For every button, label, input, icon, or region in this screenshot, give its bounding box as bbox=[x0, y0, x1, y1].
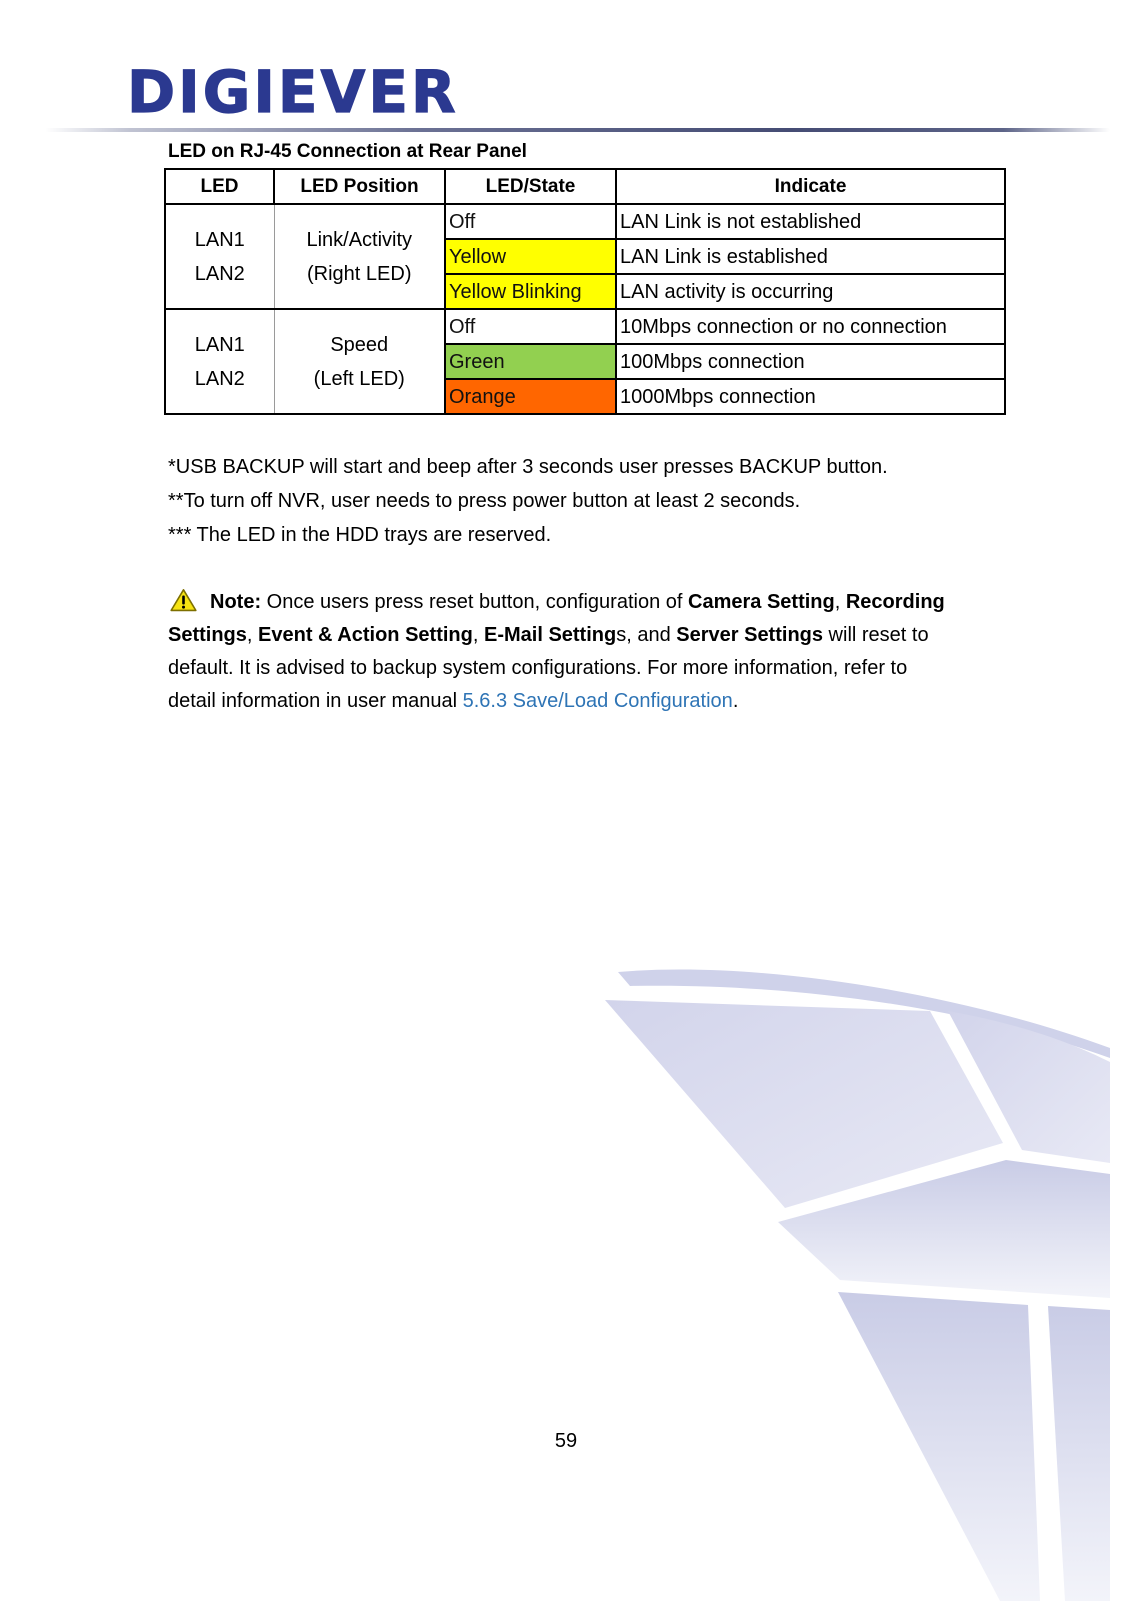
note-text: , bbox=[834, 591, 846, 613]
config-link[interactable]: 5.6.3 Save/Load Configuration bbox=[462, 690, 733, 712]
footnote: *USB BACKUP will start and beep after 3 seconds user presses BACKUP button. bbox=[168, 456, 888, 478]
indicate-cell: LAN Link is not established bbox=[616, 204, 1005, 239]
section-title: LED on RJ-45 Connection at Rear Panel bbox=[168, 141, 527, 162]
header-led-state: LED/State bbox=[445, 169, 616, 204]
note-paragraph bbox=[168, 586, 945, 718]
led-cell bbox=[165, 309, 274, 414]
led-table bbox=[164, 168, 1006, 415]
led-position-cell bbox=[274, 204, 445, 309]
note-term: Event & Action Setting bbox=[258, 624, 473, 646]
header-divider bbox=[45, 128, 1110, 132]
footnotes bbox=[168, 450, 888, 552]
header-led: LED bbox=[165, 169, 274, 204]
note-term: Recording bbox=[845, 591, 945, 613]
note-text: detail information in user manual bbox=[168, 690, 463, 712]
led-state-cell: Green bbox=[445, 344, 616, 379]
note-line bbox=[168, 652, 945, 685]
header-led-position: LED Position bbox=[274, 169, 445, 204]
led-state-cell: Yellow Blinking bbox=[445, 274, 616, 309]
footnote: **To turn off NVR, user needs to press power button at least 2 seconds. bbox=[168, 490, 801, 512]
note-label: Note: bbox=[210, 591, 262, 613]
note-term: Camera Setting bbox=[688, 591, 835, 613]
table-row bbox=[165, 204, 1005, 239]
led-cell bbox=[165, 204, 274, 309]
warning-icon bbox=[170, 588, 197, 612]
watermark-shape bbox=[605, 1000, 1003, 1208]
indicate-cell: 1000Mbps connection bbox=[616, 379, 1005, 414]
table-row bbox=[165, 309, 1005, 344]
led-state-cell: Off bbox=[445, 204, 616, 239]
note-text: . bbox=[732, 690, 739, 712]
led-position: Link/Activity bbox=[306, 228, 413, 251]
led-name: LAN2 bbox=[194, 262, 245, 285]
led-position-cell bbox=[274, 309, 445, 414]
note-term: E-Mail Setting bbox=[483, 624, 617, 646]
note-term: Server Settings bbox=[676, 624, 823, 646]
led-name: LAN1 bbox=[194, 228, 245, 251]
led-state-cell: Yellow bbox=[445, 239, 616, 274]
led-name: LAN1 bbox=[194, 333, 245, 356]
header-indicate: Indicate bbox=[616, 169, 1005, 204]
note-line bbox=[168, 685, 945, 718]
page-number: 59 bbox=[554, 1430, 578, 1452]
led-state-cell: Off bbox=[445, 309, 616, 344]
note-line bbox=[168, 586, 945, 619]
note-text: default. It is advised to backup system configurations. For more information, refer to bbox=[168, 657, 908, 679]
led-position: (Left LED) bbox=[313, 367, 405, 390]
led-name: LAN2 bbox=[194, 367, 245, 390]
note-text: , bbox=[246, 624, 259, 646]
footnote: *** The LED in the HDD trays are reserved. bbox=[168, 524, 552, 546]
note-text: will reset to bbox=[823, 624, 929, 646]
table-header-row bbox=[165, 169, 1005, 204]
led-state-cell: Orange bbox=[445, 379, 616, 414]
led-position: Speed bbox=[330, 333, 389, 356]
note-term: Settings bbox=[168, 624, 247, 646]
company-logo: DIGIEVER bbox=[127, 58, 459, 126]
note-text: s, and bbox=[616, 624, 677, 646]
indicate-cell: LAN activity is occurring bbox=[616, 274, 1005, 309]
note-text: Once users press reset button, configuration of bbox=[261, 591, 689, 613]
indicate-cell: 10Mbps connection or no connection bbox=[616, 309, 1005, 344]
indicate-cell: 100Mbps connection bbox=[616, 344, 1005, 379]
note-line bbox=[168, 619, 945, 652]
note-text: , bbox=[472, 624, 484, 646]
indicate-cell: LAN Link is established bbox=[616, 239, 1005, 274]
led-position: (Right LED) bbox=[307, 262, 412, 285]
watermark-shape bbox=[1048, 1306, 1110, 1601]
